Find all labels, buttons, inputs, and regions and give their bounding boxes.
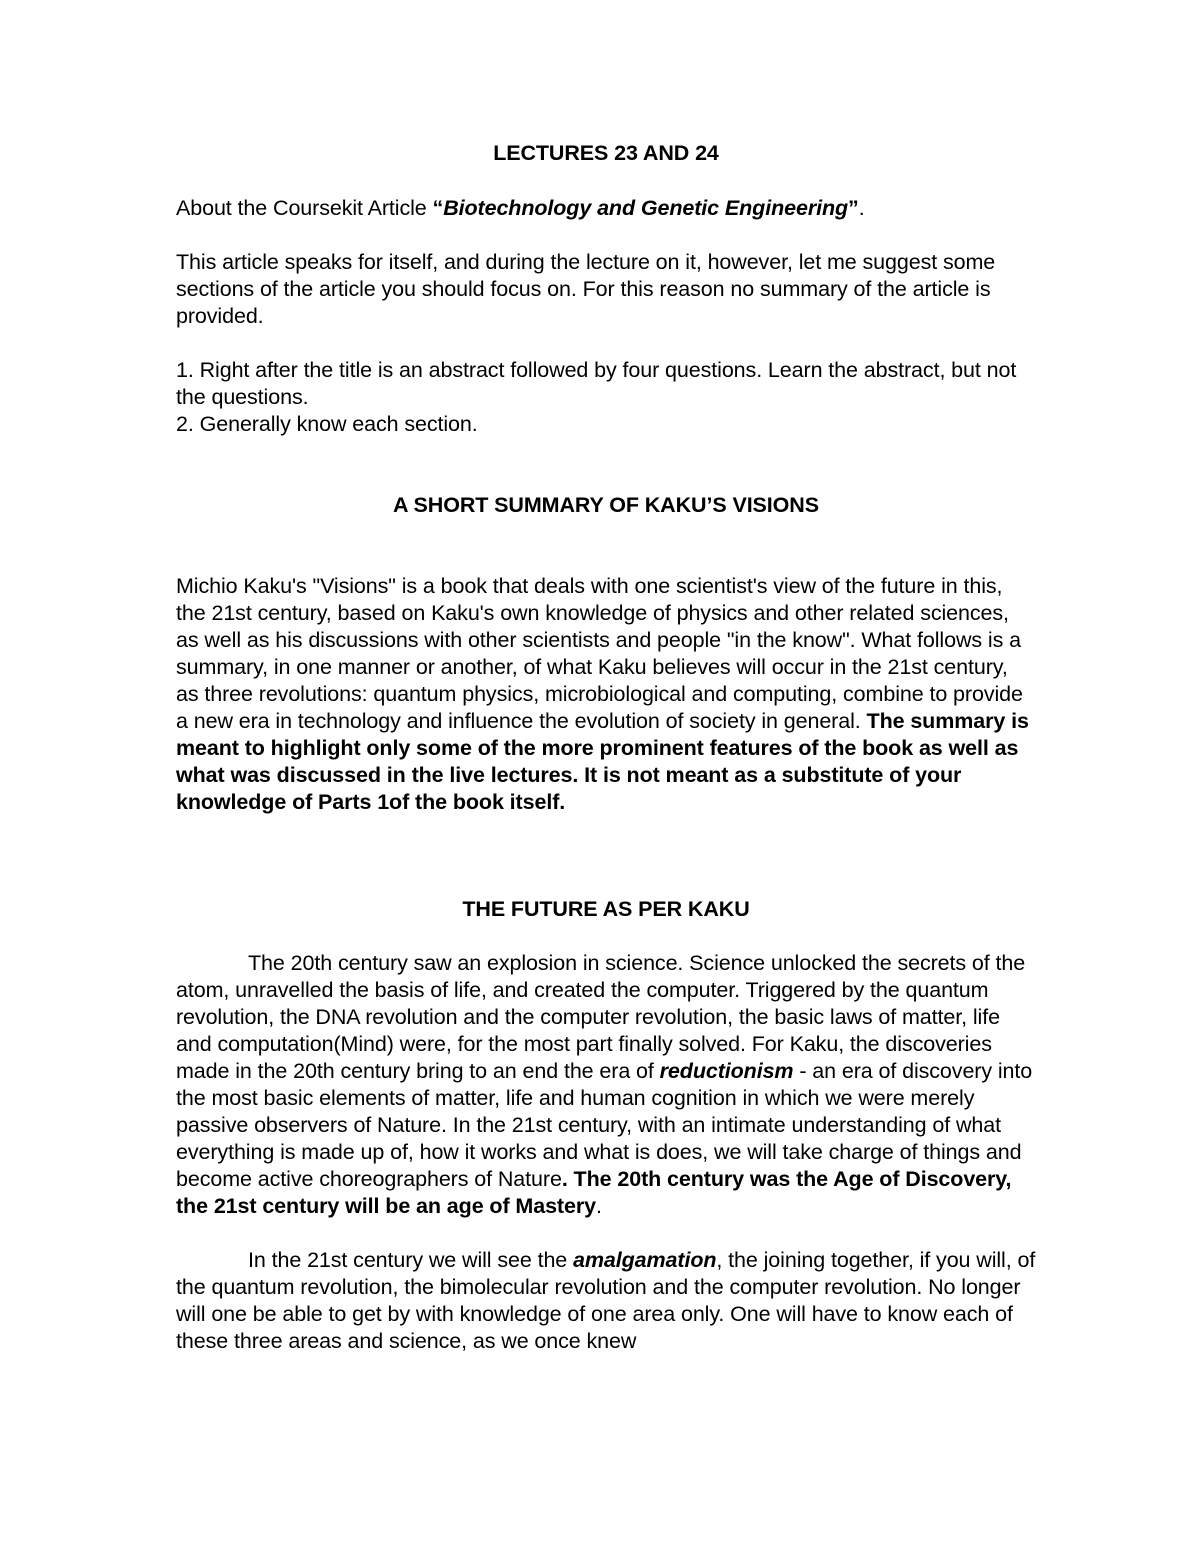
summary-text: Michio Kaku's "Visions" is a book that deals with one scientist's view of the future in this, the 21st century, based on Kaku's own knowledge of physics and other related sciences, as well as his discussions with other scientists and people "in the know". What follows is a summary, in one manner or another, of what Kaku believes will occur in the 21st century, as three revolutions: quantum physics, microbiological and computing, combine to provide a new era in technology and influence the evolution of society in general. xyxy=(176,574,1023,733)
about-prefix: About the Coursekit Article xyxy=(176,196,433,220)
future-text-2: - an era of discovery into the most basic elements of matter, life and human cognition in which we were merely passive observers of Nature. In the 21st century, with an intimate understanding of what everything is made up of, how it works and what is does, we will take charge of things and become active choreographers of Nature xyxy=(176,1059,1033,1191)
about-line xyxy=(176,195,1036,222)
document-body xyxy=(176,140,1036,1355)
about-close-quote: ” xyxy=(848,196,859,220)
amalgamation-term: amalgamation xyxy=(573,1248,717,1272)
article-title: Biotechnology and Genetic Engineering xyxy=(443,196,849,220)
summary-heading: A SHORT SUMMARY OF KAKU’S VISIONS xyxy=(393,493,819,517)
future-text-1: The 20th century saw an explosion in science. Science unlocked the secrets of the atom, unravelled the basis of life, and created the computer. Triggered by the quantum revolution, the DNA revolution and the computer revolution, the basic laws of matter, life and computation(Mind) were, for the most part finally solved. For Kaku, the discoveries made in the 20th century bring to an end the era of xyxy=(176,951,1026,1083)
amalgamation-paragraph xyxy=(176,1247,1036,1355)
future-end: . xyxy=(595,1194,602,1218)
future-heading: THE FUTURE AS PER KAKU xyxy=(462,897,750,921)
about-open-quote: “ xyxy=(432,196,444,220)
amalgamation-text-1: In the 21st century we will see the xyxy=(248,1248,574,1272)
list-item-1: 1. Right after the title is an abstract followed by four questions. Learn the abstract, but not the questions. xyxy=(176,358,1017,409)
future-bold-text: . The 20th century was the Age of Discovery, the 21st century will be an age of Mastery xyxy=(176,1167,1012,1218)
summary-paragraph xyxy=(176,573,1036,816)
lectures-heading: LECTURES 23 AND 24 xyxy=(493,141,719,165)
reductionism-term: reductionism xyxy=(659,1059,794,1083)
intro-paragraph: This article speaks for itself, and during the lecture on it, however, let me suggest some sections of the article you should focus on. For this reason no summary of the article is provided. xyxy=(176,250,996,328)
about-suffix: . xyxy=(858,196,865,220)
future-paragraph xyxy=(176,950,1036,1220)
amalgamation-text-2: , the joining together, if you will, of the quantum revolution, the bimolecular revolution and the computer revolution. No longer will one be able to get by with knowledge of one area only. One will have to know each of these three areas and science, as we once knew xyxy=(176,1248,1036,1353)
summary-bold-text: The summary is meant to highlight only some of the more prominent features of the book as well as what was discussed in the live lectures. It is not meant as a substitute of your knowledge of Parts 1of the book itself. xyxy=(176,709,1029,814)
list-item-2: 2. Generally know each section. xyxy=(176,412,478,436)
